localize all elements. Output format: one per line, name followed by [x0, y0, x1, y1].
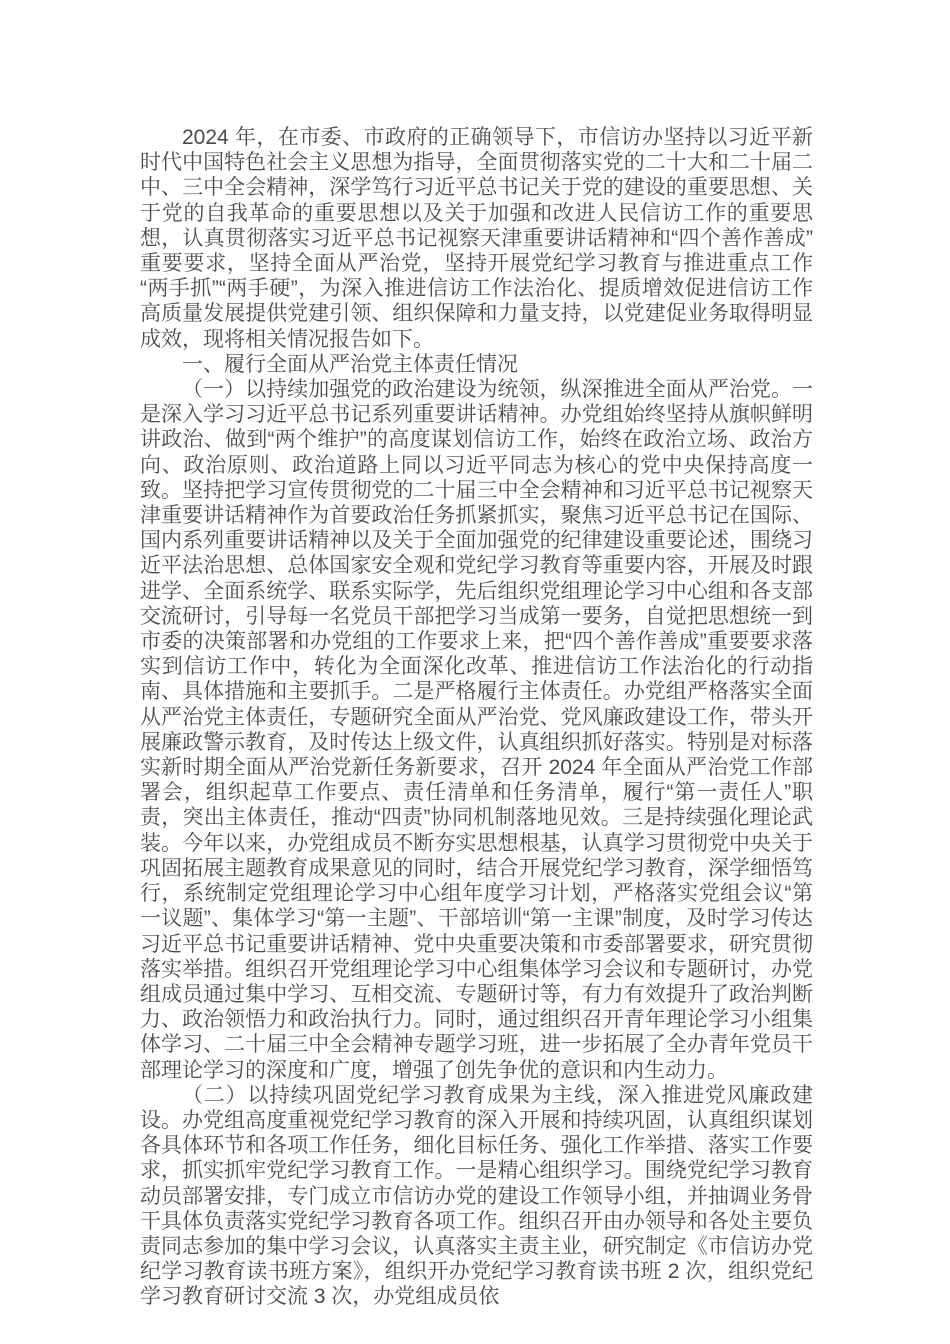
paragraph: （二）以持续巩固党纪学习教育成果为主线，深入推进党风廉政建设。办党组高度重视党纪学习教育的深入开展和持续巩固，认真组织谋划各具体环节和各项工作任务，细化目标任务、强化工作举措、落实工作要求，抓实抓牢党纪学习教育工作。一是精心组织学习。围绕党纪学习教育动员部署安排，专门成立市信访办党的建设工作领导小组，并抽调业务骨干具体负责落实党纪学习教育各项工作。组织召开由办领导和各处主要负责同志参加的集中学习会议，认真落实主责主业，研究制定《市信访办党纪学习教育读书班方案》，组织开办党纪学习教育读书班 2 次，组织党纪学习教育研讨交流 3 次，办党组成员依	[140, 1083, 813, 1309]
paragraph: （一）以持续加强党的政治建设为统领，纵深推进全面从严治党。一是深入学习习近平总书记系列重要讲话精神。办党组始终坚持从旗帜鲜明讲政治、做到“两个维护”的高度谋划信访工作，始终在政治立场、政治方向、政治原则、政治道路上同以习近平同志为核心的党中央保持高度一致。坚持把学习宣传贯彻党的二十届三中全会精神和习近平总书记视察天津重要讲话精神作为首要政治任务抓紧抓实，聚焦习近平总书记在国际、国内系列重要讲话精神以及关于全面加强党的纪律建设重要论述，围绕习近平法治思想、总体国家安全观和党纪学习教育等重要内容，开展及时跟进学、全面系统学、联系实际学，先后组织党组理论学习中心组和各支部交流研讨，引导每一名党员干部把学习当成第一要务，自觉把思想统一到市委的决策部署和办党组的工作要求上来，把“四个善作善成”重要要求落实到信访工作中，转化为全面深化改革、推进信访工作法治化的行动指南、具体措施和主要抓手。二是严格履行主体责任。办党组严格落实全面从严治党主体责任，专题研究全面从严治党、党风廉政建设工作，带头开展廉政警示教育，及时传达上级文件，认真组织抓好落实。特别是对标落实新时期全面从严治党新任务新要求，召开 2024 年全面从严治党工作部署会，组织起草工作要点、责任清单和任务清单，履行“第一责任人”职责，突出主体责任，推动“四责”协同机制落地见效。三是持续强化理论武装。今年以来，办党组成员不断夯实思想根基，认真学习贯彻党中央关于巩固拓展主题教育成果意见的同时，结合开展党纪学习教育，深学细悟笃行，系统制定党组理论学习中心组年度学习计划，严格落实党组会议“第一议题”、集体学习“第一主题”、干部培训“第一主课”制度，及时学习传达习近平总书记重要讲话精神、党中央重要决策和市委部署要求，研究贯彻落实举措。组织召开党组理论学习中心组集体学习会议和专题研讨，办党组成员通过集中学习、互相交流、专题研讨等，有力有效提升了政治判断力、政治领悟力和政治执行力。同时，通过组织召开青年理论学习小组集体学习、二十届三中全会精神专题学习班，进一步拓展了全办青年党员干部理论学习的深度和广度，增强了创先争优的意识和内生动力。	[140, 378, 813, 1082]
section-heading: 一、履行全面从严治党主体责任情况	[182, 352, 518, 376]
document-body	[140, 125, 813, 1310]
paragraph: 2024 年，在市委、市政府的正确领导下，市信访办坚持以习近平新时代中国特色社会主义思想为指导，全面贯彻落实党的二十大和二十届二中、三中全会精神，深学笃行习近平总书记关于党的建设的重要思想、关于党的自我革命的重要思想以及关于加强和改进人民信访工作的重要思想，认真贯彻落实习近平总书记视察天津重要讲话精神和“四个善作善成”重要要求，坚持全面从严治党，坚持开展党纪学习教育与推进重点工作“两手抓”“两手硬”，为深入推进信访工作法治化、提质增效促进信访工作高质量发展提供党建引领、组织保障和力量支持，以党建促业务取得明显成效，现将相关情况报告如下。	[140, 126, 813, 351]
